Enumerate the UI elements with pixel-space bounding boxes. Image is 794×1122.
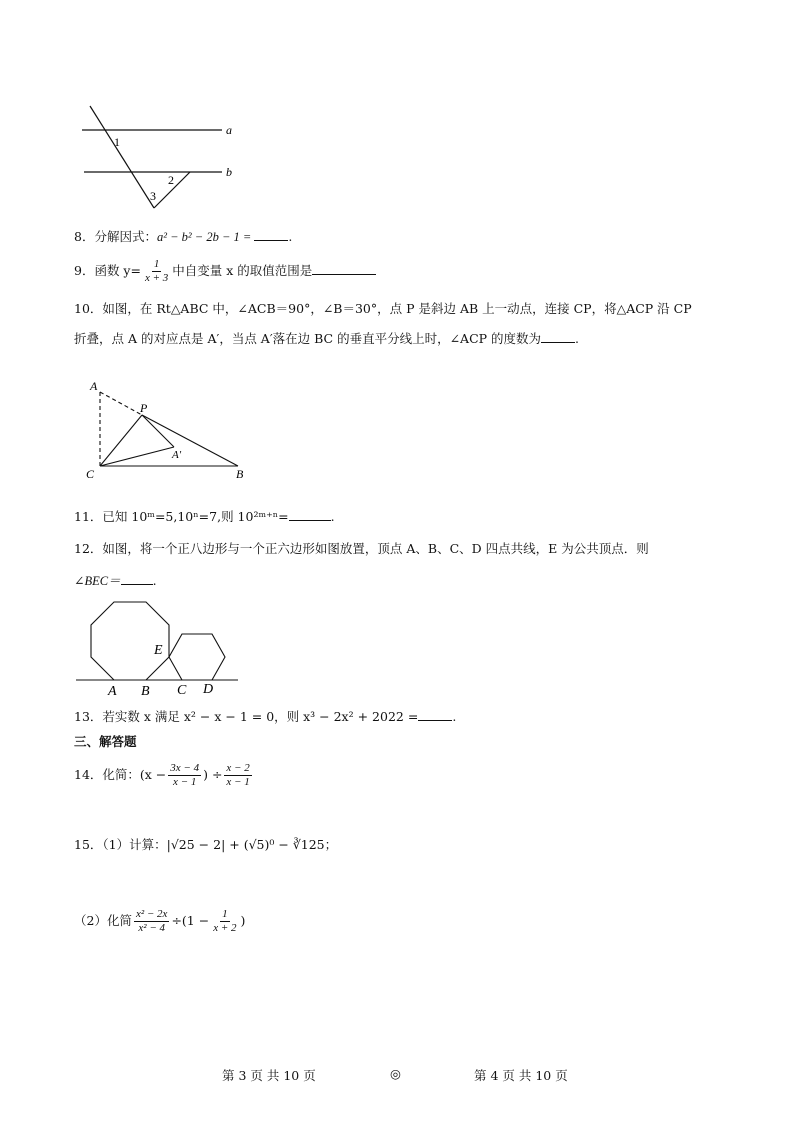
q9-numerator: 1 bbox=[153, 258, 160, 270]
question-15-part-1: 15．（1）计算：|√25 − 2| + (√5)⁰ − ∛125； bbox=[74, 837, 338, 852]
label-A: A bbox=[108, 684, 117, 699]
q9-denominator: x + 3 bbox=[144, 272, 169, 284]
question-10-line-1: 10．如图，在 Rt△ABC 中，∠ACB＝90°，∠B＝30°，点 P 是斜边 AB 上一动点，连接 CP，将△ACP 沿 CP bbox=[74, 301, 692, 316]
parallel-lines-figure bbox=[74, 100, 244, 215]
regular-octagon bbox=[91, 602, 169, 680]
footer-center-symbol: ◎ bbox=[390, 1066, 401, 1081]
segment-PB bbox=[142, 415, 238, 466]
angle-3-label: 3 bbox=[150, 189, 156, 203]
q14-numerator-2: x − 2 bbox=[226, 762, 250, 774]
q15-fraction-1 bbox=[134, 908, 170, 935]
footer-left-page-number: 第 3 页 共 10 页 bbox=[222, 1068, 316, 1083]
question-15-part-2 bbox=[74, 906, 245, 936]
q8-answer-blank[interactable] bbox=[254, 228, 288, 241]
q14-denominator-2: x − 1 bbox=[226, 776, 250, 788]
q8-expression: a² − b² − 2b − 1 = bbox=[156, 230, 252, 244]
question-12-line-1: 12．如图，将一个正八边形与一个正六边形如图放置，顶点 A、B、C、D 四点共线，E 为公共顶点．则 bbox=[74, 541, 649, 556]
label-D: D bbox=[203, 682, 214, 697]
q14-prefix: 14．化简：(x − bbox=[74, 767, 167, 782]
question-14 bbox=[74, 760, 254, 790]
q15-fraction-2 bbox=[211, 908, 238, 935]
question-13 bbox=[74, 708, 456, 726]
q15-numerator-2: 1 bbox=[222, 908, 228, 920]
q8-end: . bbox=[288, 229, 293, 244]
question-8 bbox=[74, 228, 292, 246]
label-A: A bbox=[90, 379, 98, 393]
q15-mid: ÷(1 − bbox=[171, 913, 210, 928]
q15-numerator-1: x² − 2x bbox=[135, 908, 168, 920]
q11-answer-blank[interactable] bbox=[289, 508, 331, 521]
q10-end: . bbox=[575, 331, 580, 346]
q10-line2-text: 折叠，点 A 的对应点是 A′，当点 A′落在边 BC 的垂直平分线上时，∠ACP 的度数为 bbox=[74, 331, 542, 346]
segment-CP bbox=[100, 415, 142, 466]
q14-denominator-1: x − 1 bbox=[173, 776, 197, 788]
q15-part2-prefix: （2）化简 bbox=[74, 913, 132, 928]
q15-end: ) bbox=[240, 913, 246, 928]
q12-end: . bbox=[152, 573, 157, 588]
regular-hexagon bbox=[169, 634, 225, 680]
label-b: b bbox=[226, 165, 232, 179]
label-P: P bbox=[140, 401, 148, 415]
q9-prefix: 9．函数 y= bbox=[74, 263, 141, 278]
q13-end: . bbox=[452, 709, 457, 724]
q11-text: 11．已知 10ᵐ=5,10ⁿ=7,则 10²ᵐ⁺ⁿ= bbox=[74, 509, 289, 524]
q15-denominator-2: x + 2 bbox=[213, 922, 237, 934]
q9-fraction bbox=[143, 258, 170, 285]
footer-right-page-number: 第 4 页 共 10 页 bbox=[474, 1068, 568, 1083]
q14-mid: ) ÷ bbox=[203, 767, 223, 782]
transversal bbox=[90, 106, 154, 208]
question-12-line-2 bbox=[74, 572, 157, 590]
q15-denominator-1: x² − 4 bbox=[138, 922, 165, 934]
label-B: B bbox=[141, 684, 150, 699]
q12-answer-blank[interactable] bbox=[121, 572, 153, 585]
question-11 bbox=[74, 508, 335, 526]
q11-end: . bbox=[330, 509, 335, 524]
q12-line2-text: ∠BEC＝ bbox=[74, 574, 121, 588]
q14-numerator-1: 3x − 4 bbox=[170, 762, 200, 774]
label-C: C bbox=[177, 683, 187, 698]
angle-2-label: 2 bbox=[168, 173, 174, 187]
label-A-prime: A′ bbox=[172, 449, 182, 461]
q14-fraction-2 bbox=[224, 762, 251, 789]
question-9 bbox=[74, 258, 376, 285]
octagon-hexagon-figure bbox=[74, 596, 244, 700]
label-B: B bbox=[236, 467, 244, 481]
q14-fraction-1 bbox=[168, 762, 201, 789]
q9-answer-blank[interactable] bbox=[312, 262, 376, 275]
segment-AP bbox=[100, 392, 142, 415]
label-C: C bbox=[86, 467, 95, 481]
q8-text: 8．分解因式： bbox=[74, 229, 157, 244]
q13-text: 13．若实数 x 满足 x² − x − 1 = 0，则 x³ − 2x² + 2022 = bbox=[74, 709, 419, 724]
segment-PA-prime bbox=[142, 415, 174, 447]
segment-CA-prime bbox=[100, 447, 174, 466]
angle-1-label: 1 bbox=[114, 135, 120, 149]
q9-suffix: 中自变量 x 的取值范围是 bbox=[172, 263, 313, 278]
label-E: E bbox=[154, 643, 163, 658]
question-10-line-2 bbox=[74, 330, 579, 348]
q10-answer-blank[interactable] bbox=[541, 330, 575, 343]
label-a: a bbox=[226, 123, 232, 137]
section-3-title: 三、解答题 bbox=[74, 734, 137, 749]
q13-answer-blank[interactable] bbox=[418, 708, 452, 721]
triangle-fold-figure bbox=[80, 372, 260, 484]
